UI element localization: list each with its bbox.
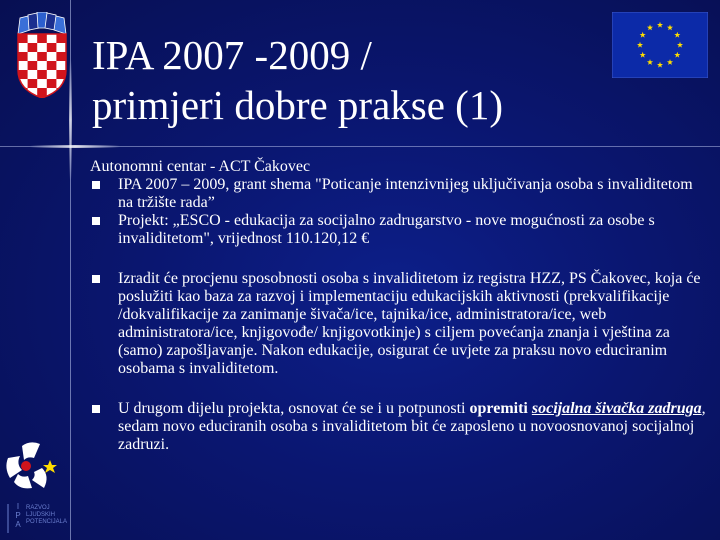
logo-letter: P bbox=[15, 511, 21, 520]
slide-title bbox=[92, 30, 592, 130]
bullet-text: Izradit će procjenu sposobnosti osoba s invaliditetom iz registra HZZ, PS Čakovec, koja će poslužiti kao baza za razvoj i implementaciju edukacijskih aktivnosti (prekvalifikacije /dokvalifikacije za zanimanje šivača/ice, tajnika/ice, administratora/ice, web administratora/ice, knjigovođe/ knjigovotkinje) s ciljem povećanja znanja i vještina za (samo) zapošljavanje. Nakon edukacije, osigurat će uvjete za praksu novo educiranim osobama s invaliditetom. bbox=[118, 270, 701, 377]
bullet-item bbox=[90, 270, 710, 378]
logo-text-line: LJUDSKIH bbox=[26, 512, 56, 518]
bullet-text: Projekt: „ESCO - edukacija za socijalno zadrugarstvo - nove mogućnosti za osobe s invaliditetom", vrijednost 110.120,12 € bbox=[118, 212, 655, 247]
ipa-logo-text bbox=[26, 505, 67, 526]
bullet-item bbox=[90, 400, 710, 454]
bullet-text-part: U drugom dijelu projekta, osnovat će se i u potpunosti bbox=[118, 400, 470, 417]
square-bullet-icon bbox=[92, 275, 100, 283]
subheading: Autonomni centar - ACT Čakovec bbox=[90, 158, 311, 175]
square-bullet-icon bbox=[92, 405, 100, 413]
eu-flag-icon bbox=[612, 12, 708, 78]
logo-letter: A bbox=[15, 520, 21, 529]
spacer bbox=[90, 378, 710, 400]
logo-letter: I bbox=[16, 502, 20, 511]
emphasis-text: opremiti bbox=[469, 400, 528, 417]
underlined-emphasis-text: socijalna šivačka zadruga bbox=[531, 400, 702, 417]
logo-text-line: POTENCIJALA bbox=[26, 519, 68, 525]
title-line-2: primjeri dobre prakse (1) bbox=[92, 82, 503, 128]
checkerboard bbox=[14, 32, 70, 98]
bullet-item bbox=[90, 212, 710, 248]
square-bullet-icon bbox=[92, 217, 100, 225]
bullet-text: IPA 2007 – 2009, grant shema "Poticanje intenzivnijeg uključivanja osoba s invaliditetom na tržište rada” bbox=[118, 176, 693, 211]
bullet-text-part: , sedam novo educiranih osoba s invaliditetom bit će zaposleno u novoosnovanoj socijalnoj zadruzi. bbox=[118, 400, 706, 453]
horizontal-rule-glow bbox=[30, 145, 120, 148]
bullet-text bbox=[118, 400, 706, 453]
croatian-coat-of-arms-icon bbox=[14, 12, 70, 98]
spacer bbox=[90, 248, 710, 270]
crown-shields bbox=[18, 12, 66, 34]
square-bullet-icon bbox=[92, 181, 100, 189]
title-line-1: IPA 2007 -2009 / bbox=[92, 32, 372, 78]
logo-text-line: RAZVOJ bbox=[26, 505, 50, 511]
slide-body bbox=[90, 158, 710, 454]
bullet-item bbox=[90, 176, 710, 212]
ipa-logo-letters bbox=[13, 502, 23, 529]
